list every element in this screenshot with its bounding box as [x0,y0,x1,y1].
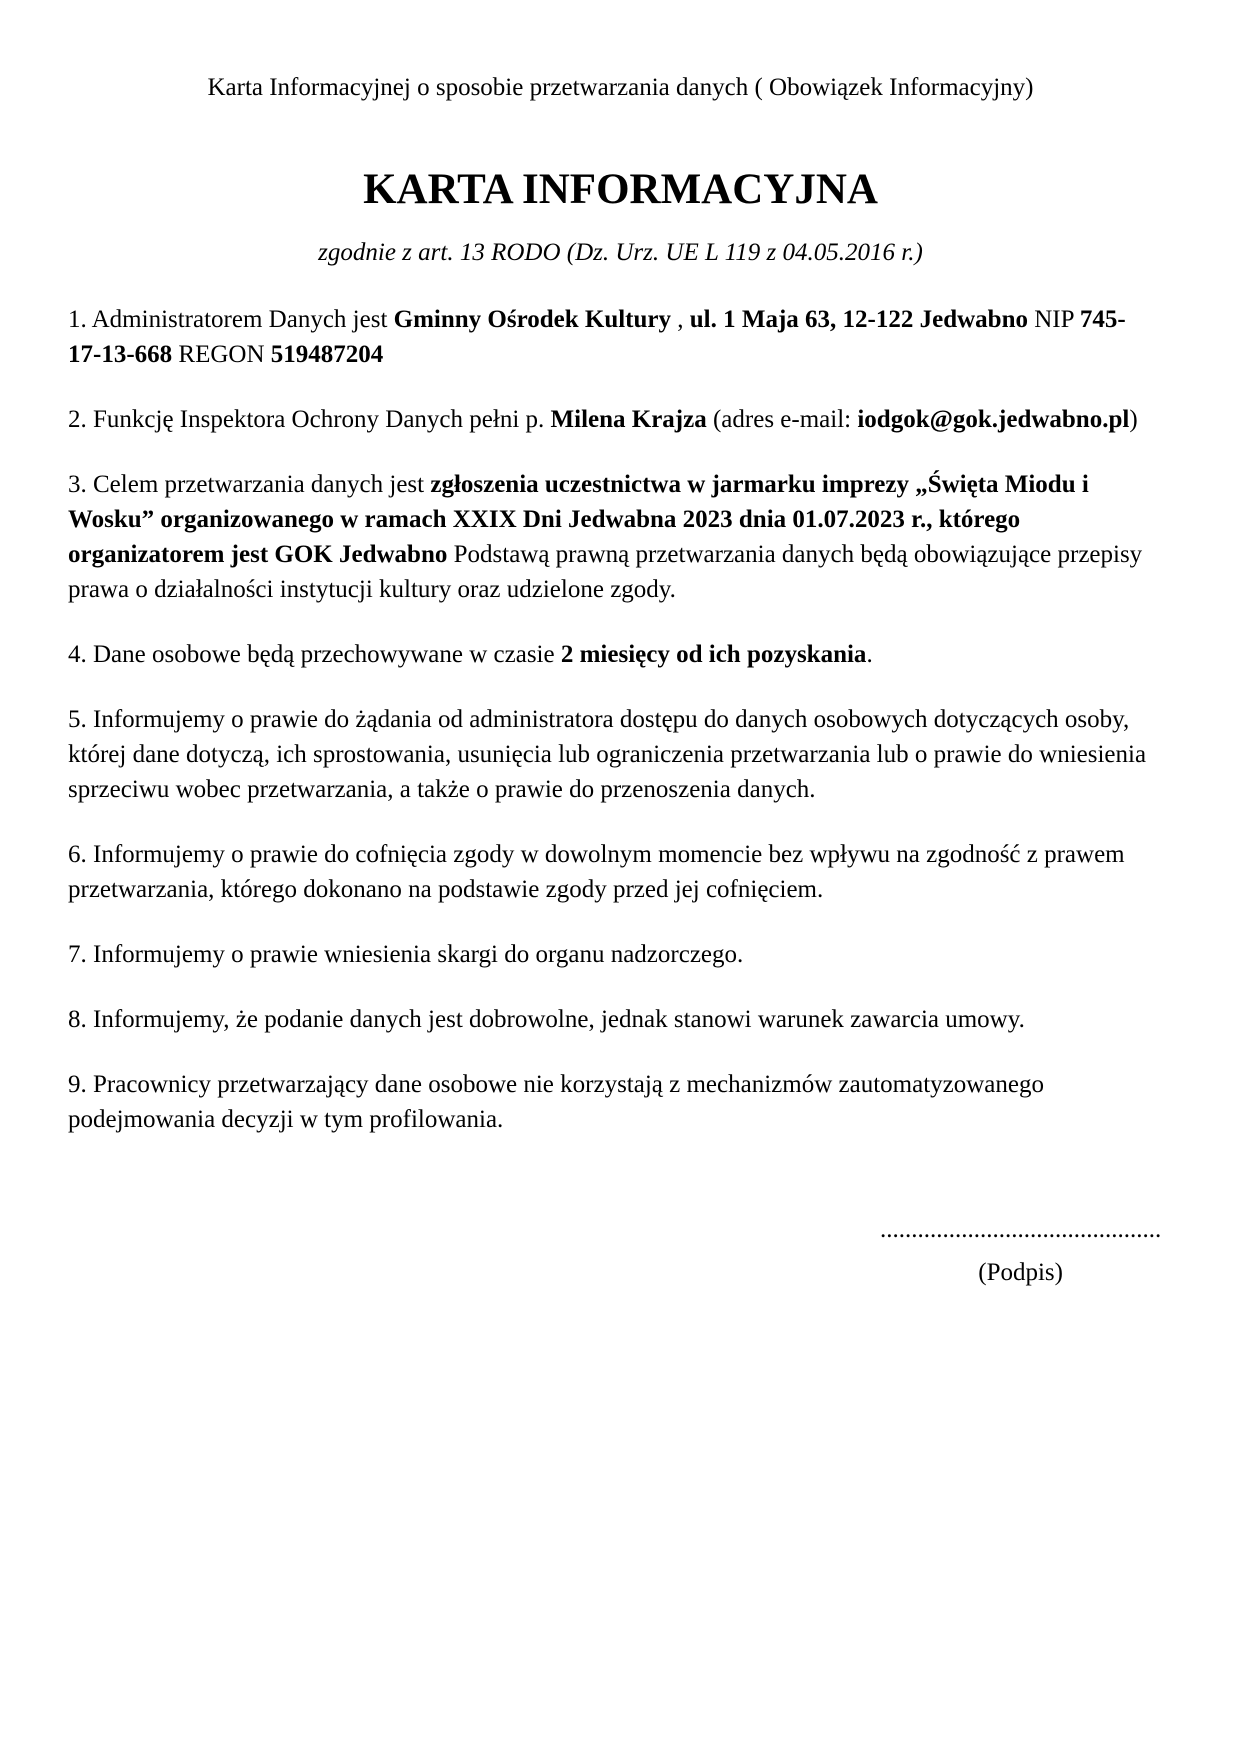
text-run: 8. Informujemy, że podanie danych jest dobrowolne, jednak stanowi warunek zawarcia umowy. [68,1006,1025,1033]
text-run: . [866,641,873,668]
signature-line: ............................................. [880,1216,1162,1243]
text-run: 1. Administratorem Danych jest [68,306,394,333]
paragraph-line [68,302,1173,337]
text-run: sprzeciwu wobec przetwarzania, a także o prawie do przenoszenia danych. [68,776,816,803]
paragraph-line [68,402,1173,437]
text-run: 519487204 [270,341,384,368]
text-run: prawa o działalności instytucji kultury oraz udzielone zgody. [68,576,676,603]
document-header-note: Karta Informacyjnej o sposobie przetwarzania danych ( Obowiązek Informacyjny) [207,74,1034,101]
text-run: , [671,306,690,333]
paragraph [68,702,1173,807]
paragraph-line [68,872,1173,907]
text-run: 2. Funkcję Inspektora Ochrony Danych pełni p. [68,406,551,433]
text-run: 2 miesięcy od ich pozyskania [560,641,867,668]
paragraph-line [68,837,1173,872]
paragraph-line [68,1067,1173,1102]
text-run: której dane dotyczą, ich sprostowania, usunięcia lub ograniczenia przetwarzania lub o prawie do wniesienia [68,741,1147,768]
paragraph [68,937,1173,972]
text-run: (adres e-mail: [706,406,858,433]
text-run: przetwarzania, którego dokonano na podstawie zgody przed jej cofnięciem. [68,876,824,903]
text-run: REGON [172,341,271,368]
paragraph-line [68,937,1173,972]
paragraph-line [68,702,1173,737]
document-subtitle: zgodnie z art. 13 RODO (Dz. Urz. UE L 119 z 04.05.2016 r.) [318,239,923,266]
text-run: podejmowania decyzji w tym profilowania. [68,1106,504,1133]
text-run: 17-13-668 [68,341,173,368]
text-run: iodgok@gok.jedwabno.pl [857,406,1130,433]
paragraph-line [68,637,1173,672]
text-run: organizatorem jest GOK Jedwabno [68,541,448,568]
paragraph-line [68,1102,1173,1137]
paragraph-line [68,337,1173,372]
signature-label: (Podpis) [978,1259,1063,1286]
text-run: 7. Informujemy o prawie wniesienia skargi do organu nadzorczego. [68,941,744,968]
paragraph-line [68,572,1173,607]
paragraph [68,302,1173,372]
signature-block [880,1212,1161,1290]
text-run: 4. Dane osobowe będą przechowywane w czasie [68,641,561,668]
text-run: 6. Informujemy o prawie do cofnięcia zgody w dowolnym momencie bez wpływu na zgodność z prawem [68,841,1125,868]
paragraph [68,402,1173,437]
text-run: ul. 1 Maja 63, 12-122 Jedwabno [689,306,1028,333]
text-run: NIP [1027,306,1080,333]
text-run: Milena Krajza [550,406,707,433]
text-run: 3. Celem przetwarzania danych jest [68,471,431,498]
paragraph-line [68,467,1173,502]
text-run: Wosku” organizowanego w ramach XXIX Dni Jedwabna 2023 dnia 01.07.2023 r., którego [68,506,1021,533]
text-run: Gminny Ośrodek Kultury [393,306,672,333]
text-run: Podstawą prawną przetwarzania danych będą obowiązujące przepisy [447,541,1143,568]
paragraph [68,837,1173,907]
paragraph [68,1067,1173,1137]
paragraph-line [68,537,1173,572]
text-run: 745- [1079,306,1126,333]
text-run: 5. Informujemy o prawie do żądania od administratora dostępu do danych osobowych dotyczących osoby, [68,706,1130,733]
text-run: zgłoszenia uczestnictwa w jarmarku imprezy „Święta Miodu i [430,471,1089,498]
document-title: KARTA INFORMACYJNA [363,166,878,213]
paragraph-line [68,772,1173,807]
paragraph-line [68,502,1173,537]
paragraph [68,637,1173,672]
paragraph [68,1002,1173,1037]
document-body [68,302,1173,1137]
paragraph-line [68,1002,1173,1037]
text-run: 9. Pracownicy przetwarzający dane osobowe nie korzystają z mechanizmów zautomatyzowanego [68,1071,1044,1098]
text-run: ) [1129,406,1138,433]
paragraph [68,467,1173,607]
paragraph-line [68,737,1173,772]
